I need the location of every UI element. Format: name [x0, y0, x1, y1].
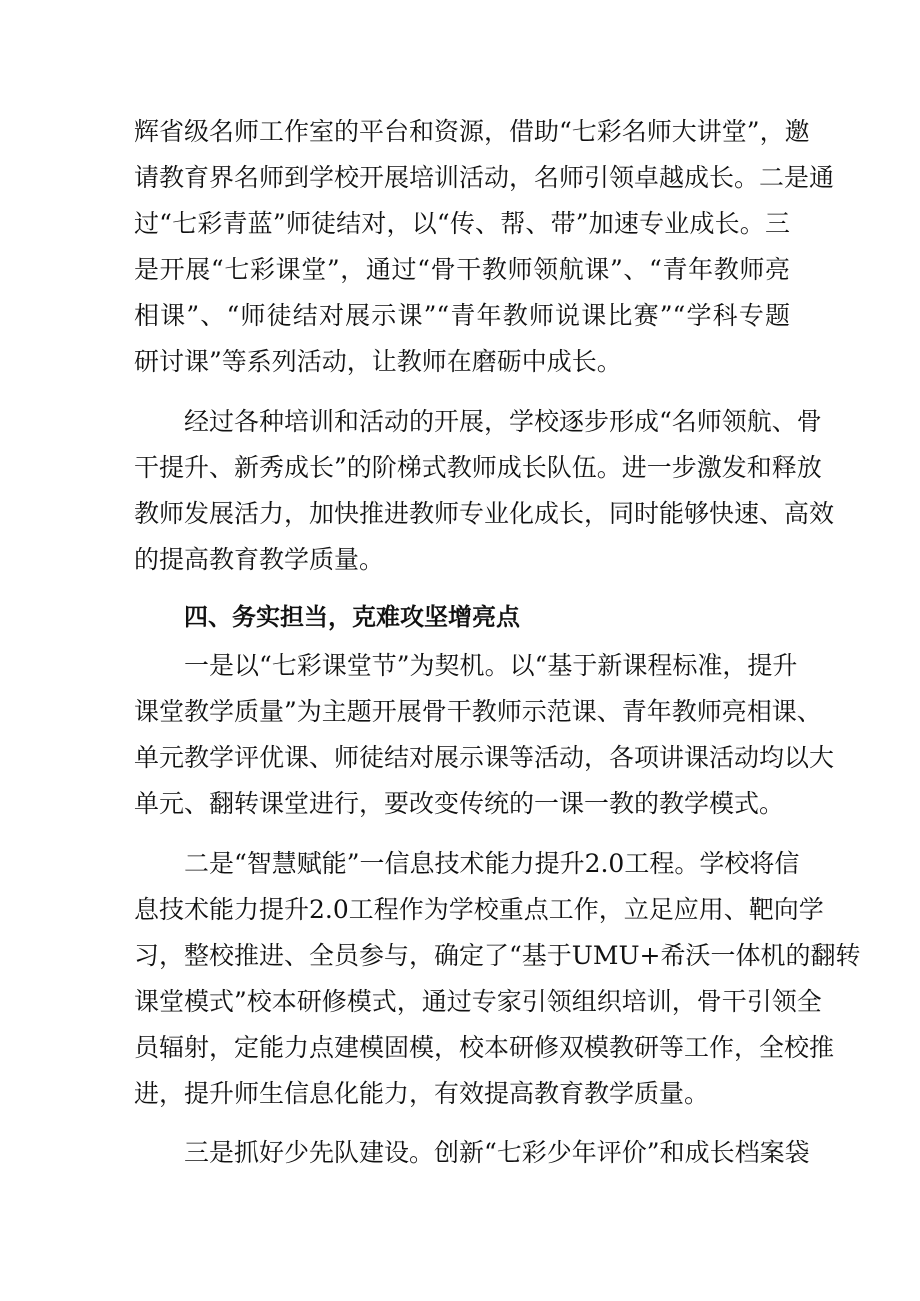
text-line: 干提升、新秀成长”的阶梯式教师成长队伍。进一步激发和释放 [134, 453, 822, 482]
text-line: 课堂教学质量”为主题开展骨干教师示范课、青年教师亮相课、 [134, 697, 822, 726]
text-line: 过“七彩青蓝”师徒结对，以“传、帮、带”加速专业成长。三 [134, 209, 790, 238]
text-line: 研讨课”等系列活动，让教师在磨砺中成长。 [134, 347, 622, 376]
text-line: 经过各种培训和活动的开展，学校逐步形成“名师领航、骨 [184, 407, 822, 436]
text-line: 进，提升师生信息化能力，有效提高教育教学质量。 [134, 1079, 710, 1108]
text-line: 二是“智慧赋能”一信息技术能力提升2.0工程。学校将信 [184, 849, 800, 878]
text-line: 单元教学评优课、师徒结对展示课等活动，各项讲课活动均以大 [134, 743, 835, 772]
text-line: 单元、翻转课堂进行，要改变传统的一课一教的教学模式。 [134, 789, 785, 818]
section-heading: 四、务实担当，克难攻坚增亮点 [184, 603, 520, 631]
text-line: 相课”、“师徒结对展示课”“青年教师说课比赛”“学科专题 [134, 301, 790, 330]
text-line: 辉省级名师工作室的平台和资源，借助“七彩名师大讲堂”，邀 [134, 117, 810, 146]
text-line: 教师发展活力，加快推进教师专业化成长，同时能够快速、高效 [134, 499, 835, 528]
text-line: 的提高教育教学质量。 [134, 545, 385, 574]
text-line: 三是抓好少先队建设。创新“七彩少年评价”和成长档案袋 [184, 1138, 810, 1167]
text-line: 课堂模式”校本研修模式，通过专家引领组织培训，骨干引领全 [134, 987, 822, 1016]
text-line: 请教育界名师到学校开展培训活动，名师引领卓越成长。二是通 [134, 163, 835, 192]
text-line: 习，整校推进、全员参与，确定了“基于UMU+希沃一体机的翻转 [134, 941, 861, 970]
text-line: 是开展“七彩课堂”，通过“骨干教师领航课”、“青年教师亮 [134, 255, 790, 284]
text-line: 员辐射，定能力点建模固模，校本研修双模教研等工作，全校推 [134, 1033, 835, 1062]
text-line: 息技术能力提升2.0工程作为学校重点工作，立足应用、靶向学 [134, 895, 824, 924]
text-line: 一是以“七彩课堂节”为契机。以“基于新课程标准，提升 [184, 651, 798, 680]
